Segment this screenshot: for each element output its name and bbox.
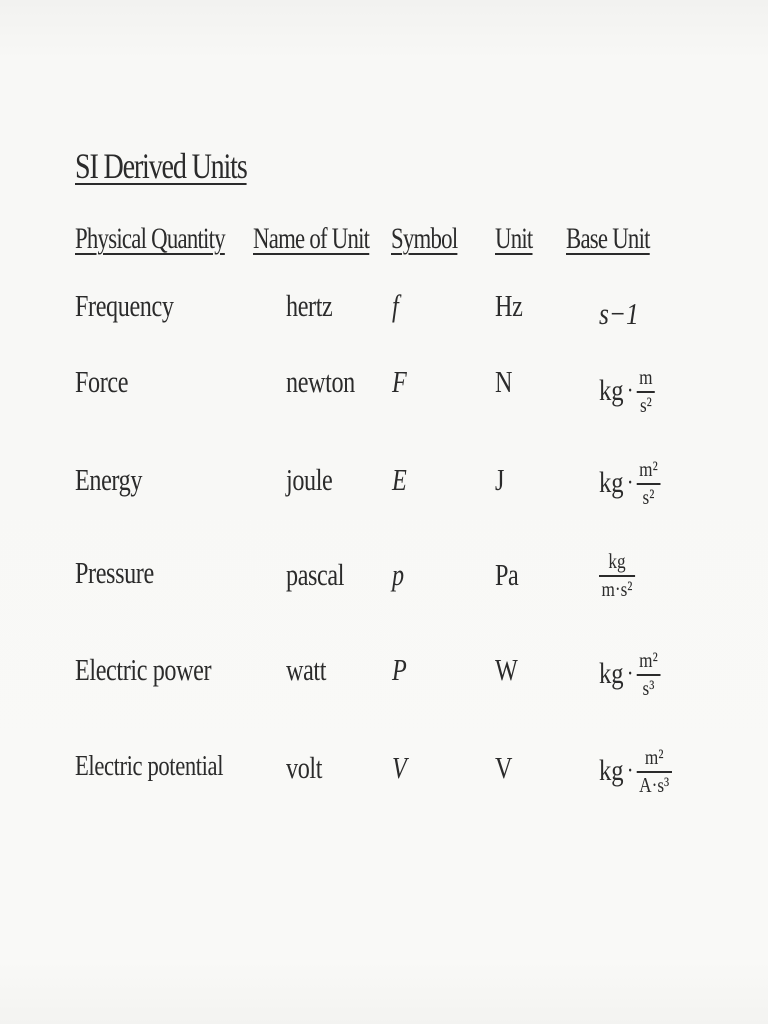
page-title: SI Derived Units xyxy=(75,146,247,186)
row-frequency-quantity: Frequency xyxy=(75,288,174,323)
base-prefix: kg xyxy=(599,657,624,690)
row-electric-potential-name: volt xyxy=(286,750,323,785)
header-unit: Unit xyxy=(495,222,533,255)
row-force-name: newton xyxy=(286,364,355,399)
row-force-symbol: F xyxy=(392,364,407,399)
row-pressure-quantity: Pressure xyxy=(75,555,154,590)
row-frequency-base-unit xyxy=(599,298,639,330)
base-fraction xyxy=(637,746,672,795)
base-dot: · xyxy=(626,660,634,687)
row-electric-power-name: watt xyxy=(286,652,327,687)
row-electric-power-base-unit xyxy=(599,642,660,706)
header-physical-quantity: Physical Quantity xyxy=(75,222,225,255)
fraction-numerator: m² xyxy=(639,457,658,482)
base-fraction xyxy=(599,550,635,599)
row-energy-unit: J xyxy=(495,462,505,497)
row-frequency-name: hertz xyxy=(286,288,333,323)
row-frequency-symbol: f xyxy=(392,288,399,323)
base-unit-text: s−1 xyxy=(599,296,639,331)
row-energy-quantity: Energy xyxy=(75,462,143,497)
row-electric-potential-symbol: V xyxy=(392,750,407,785)
fraction-numerator: m² xyxy=(639,648,658,673)
base-prefix: kg xyxy=(599,466,624,499)
row-electric-potential-unit: V xyxy=(495,750,513,785)
base-fraction xyxy=(637,649,660,698)
row-energy-symbol: E xyxy=(392,462,407,497)
fraction-denominator: s² xyxy=(639,392,652,417)
row-electric-power-symbol: P xyxy=(392,652,407,687)
fraction-numerator: kg xyxy=(608,549,626,574)
base-prefix: kg xyxy=(599,754,624,787)
fraction-denominator: A·s³ xyxy=(639,772,670,797)
fraction-denominator: s² xyxy=(642,484,655,509)
base-fraction xyxy=(637,366,655,415)
fraction-numerator: m xyxy=(639,365,653,390)
row-force-quantity: Force xyxy=(75,364,129,399)
fraction-denominator: m·s² xyxy=(601,576,633,601)
row-pressure-base-unit xyxy=(599,542,635,608)
row-electric-power-quantity: Electric power xyxy=(75,652,212,687)
header-base-unit: Base Unit xyxy=(566,222,650,255)
row-electric-potential-quantity: Electric potential xyxy=(75,750,224,782)
row-energy-name: joule xyxy=(286,462,333,497)
row-electric-potential-base-unit xyxy=(599,738,672,804)
base-prefix: kg xyxy=(599,374,624,407)
base-fraction xyxy=(637,458,660,507)
row-energy-base-unit xyxy=(599,452,660,514)
fraction-denominator: s³ xyxy=(642,675,655,700)
fraction-numerator: m² xyxy=(644,745,664,770)
header-symbol: Symbol xyxy=(391,222,458,255)
base-dot: · xyxy=(626,469,634,496)
base-dot: · xyxy=(626,757,634,784)
base-dot: · xyxy=(626,377,634,404)
row-electric-power-unit: W xyxy=(495,652,518,687)
header-name-of-unit: Name of Unit xyxy=(253,222,370,255)
row-pressure-name: pascal xyxy=(286,557,345,592)
row-frequency-unit: Hz xyxy=(495,288,523,323)
row-force-unit: N xyxy=(495,364,513,399)
row-pressure-symbol: p xyxy=(392,557,404,592)
row-pressure-unit: Pa xyxy=(495,557,519,592)
row-force-base-unit xyxy=(599,362,655,420)
